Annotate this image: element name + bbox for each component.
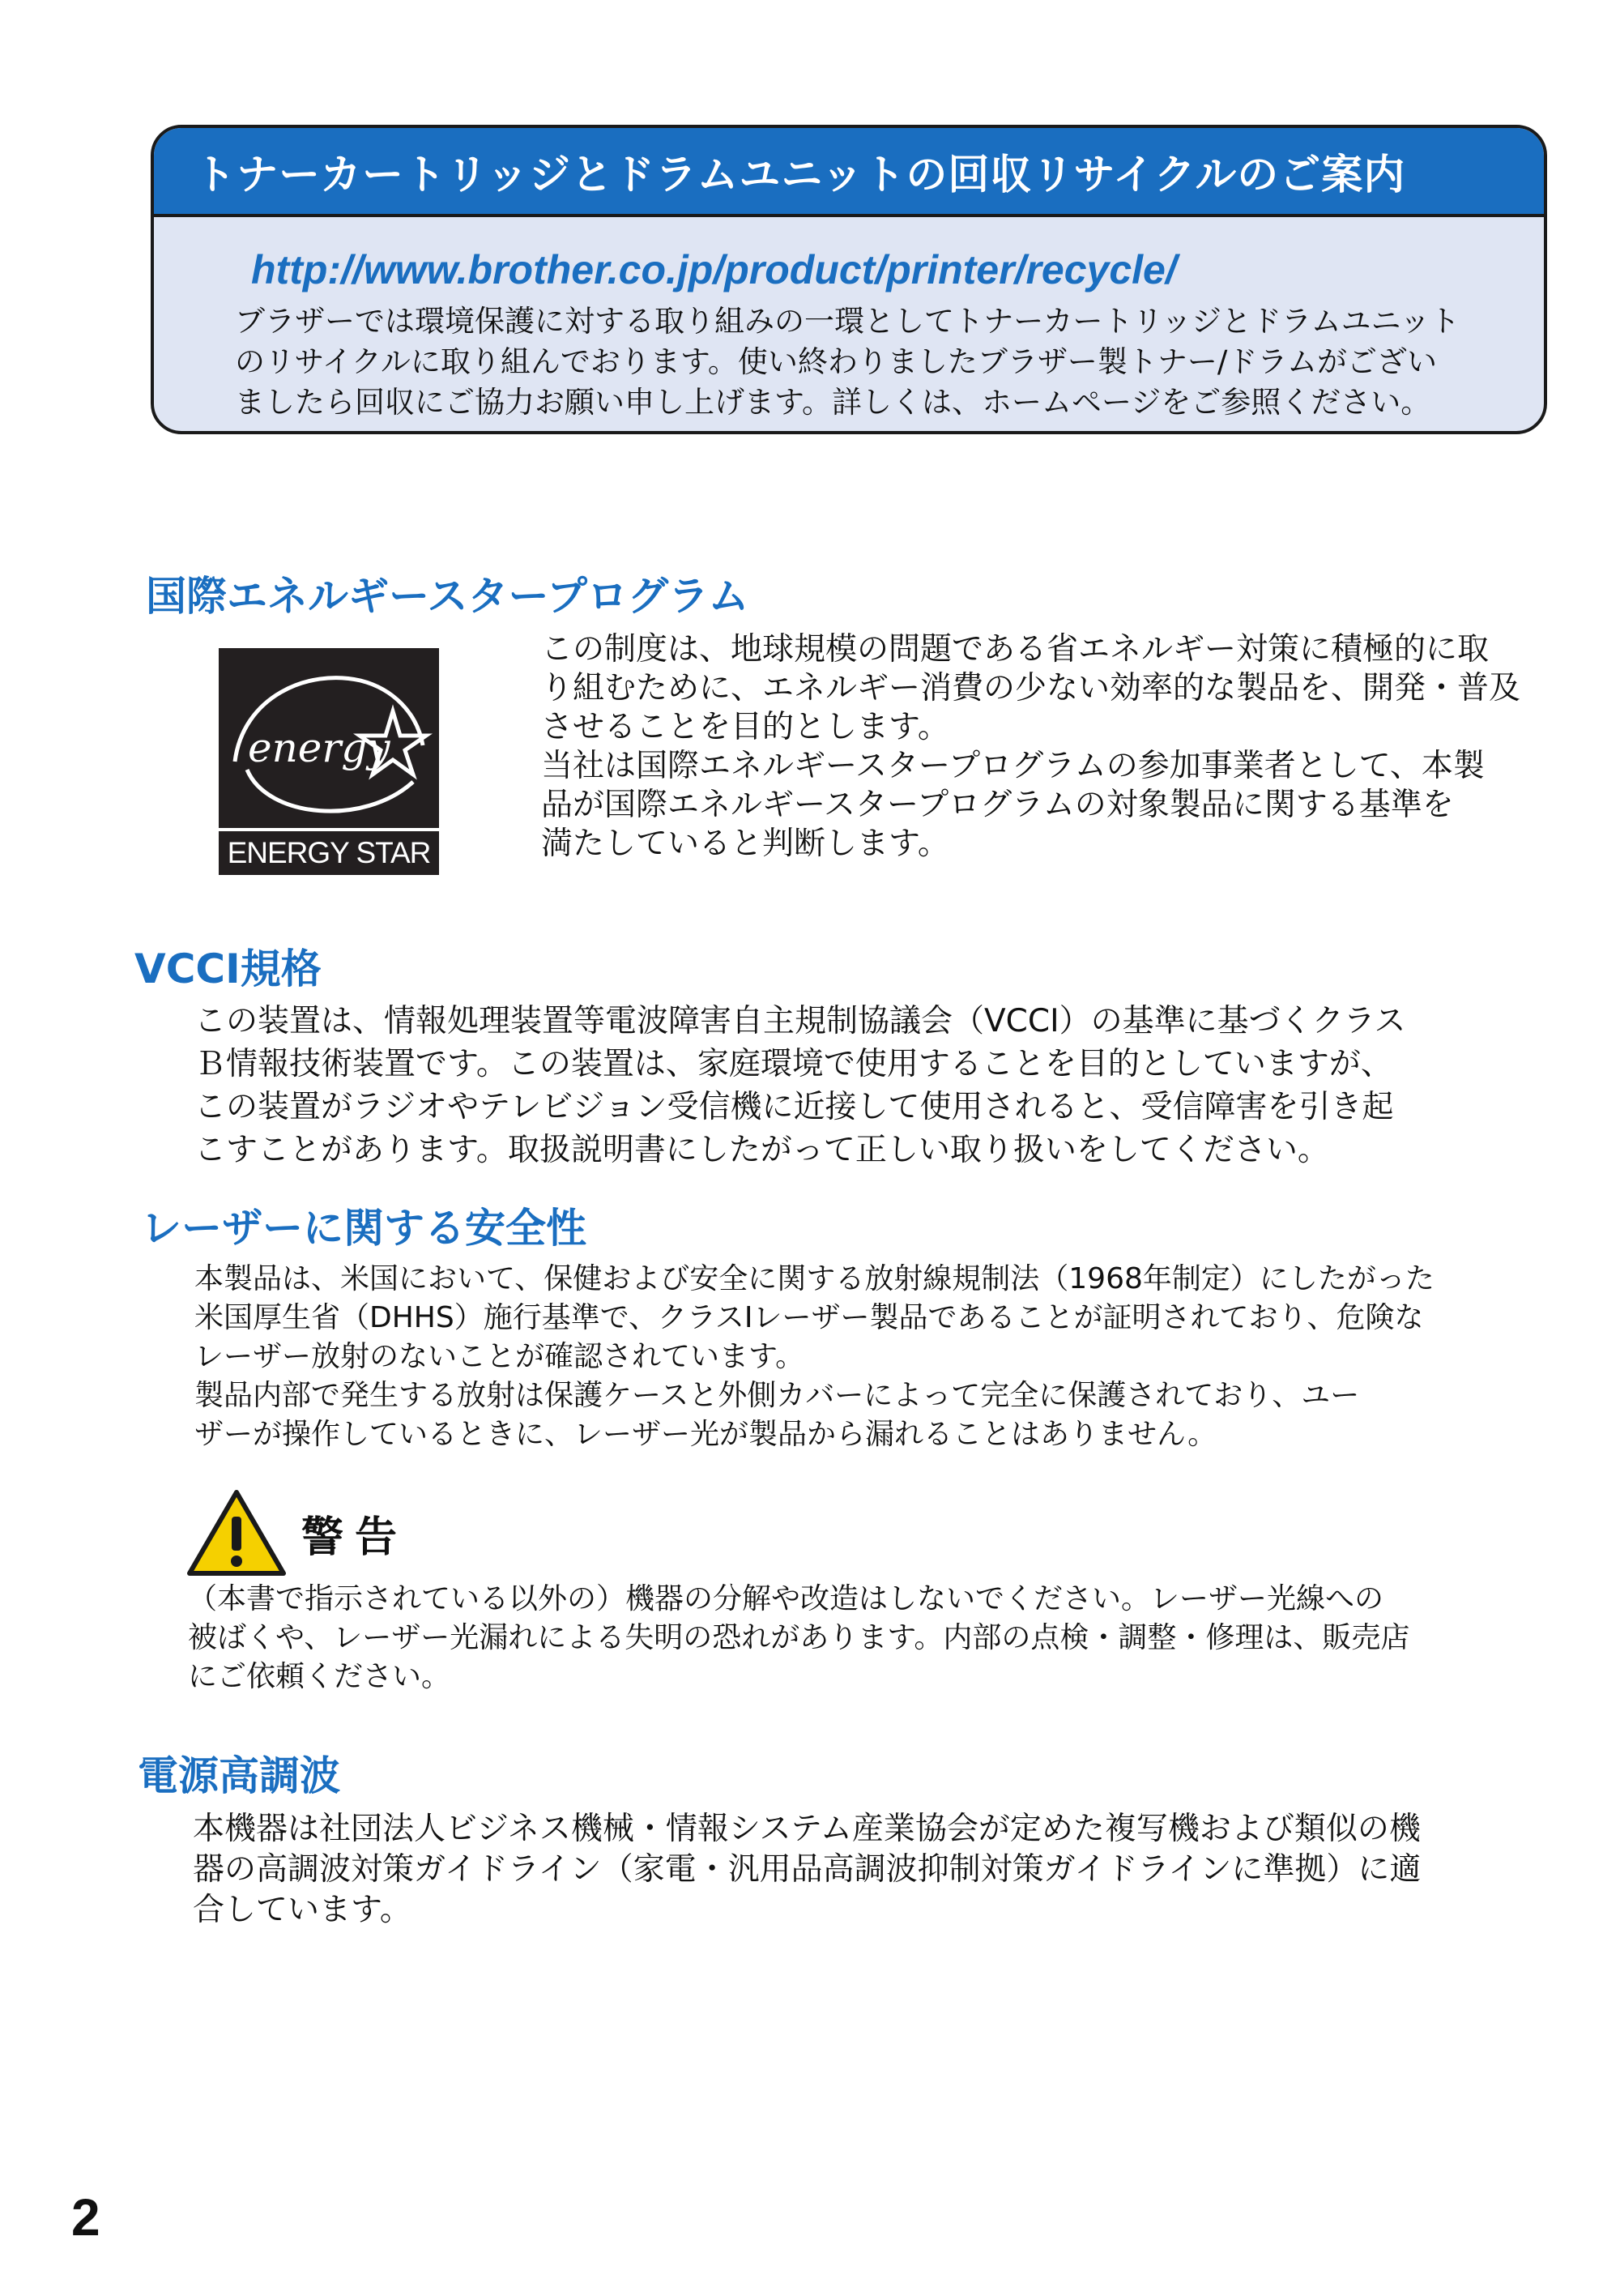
vcci-line: こすことがあります。取扱説明書にしたがって正しい取り扱いをしてください。 [194, 1132, 1329, 1168]
laser-line: レーザー放射のないことが確認されています。 [194, 1340, 805, 1373]
laser-line: ザーが操作しているときに、レーザー光が製品から漏れることはありません。 [194, 1418, 1217, 1451]
laser-line: 米国厚生省（DHHS）施行基準で、クラスⅠレーザー製品であることが証明されており、危険な [194, 1301, 1424, 1334]
recycle-notice-box [151, 125, 1547, 434]
harmonics-line: 合しています。 [193, 1892, 411, 1928]
vcci-line: Ｂ情報技術装置です。この装置は、家庭環境で使用することを目的としていますが、 [194, 1046, 1392, 1082]
recycle-text-line: ブラザーでは環境保護に対する取り組みの一環としてトナーカートリッジとドラムユニット [235, 304, 1460, 339]
recycle-text-line: ましたら回収にご協力お願い申し上げます。詳しくは、ホームページをご参照ください。 [235, 385, 1431, 420]
laser-line: 製品内部で発生する放射は保護ケースと外側カバーによって完全に保護されており、ユー [194, 1379, 1360, 1412]
energy-star-heading: 国際エネルギースタープログラム [146, 573, 749, 620]
energy-line: 満たしていると判断します。 [541, 826, 949, 862]
recycle-notice-text [235, 301, 1531, 423]
warning-label: 警告 [301, 1513, 409, 1562]
warning-line: （本書で指示されている以外の）機器の分解や改造はしないでください。レーザー光線への [188, 1582, 1384, 1615]
energy-star-label: ENERGY STAR [219, 828, 439, 875]
laser-safety-body [194, 1260, 1435, 1454]
warning-line: 被ばくや、レーザー光漏れによる失明の恐れがあります。内部の点検・調整・修理は、販売店 [188, 1621, 1410, 1654]
energy-script-text: energy [248, 724, 390, 771]
vcci-line: この装置がラジオやテレビジョン受信機に近接して使用されると、受信障害を引き起 [194, 1089, 1394, 1125]
harmonics-line: 器の高調波対策ガイドライン（家電・汎用品高調波抑制対策ガイドラインに準拠）に適 [193, 1851, 1422, 1888]
recycle-text-line: のリサイクルに取り組んでおります。使い終わりましたブラザー製トナー/ドラムがござい [235, 344, 1437, 379]
page-number: 2 [71, 2188, 100, 2247]
energy-line: 品が国際エネルギースタープログラムの対象製品に関する基準を [541, 787, 1454, 823]
energy-star-body [541, 630, 1520, 864]
vcci-heading: VCCI規格 [134, 945, 322, 992]
energy-line: この制度は、地球規模の問題である省エネルギー対策に積極的に取 [541, 631, 1490, 668]
warning-line: にご依頼ください。 [188, 1660, 451, 1693]
harmonics-heading: 電源高調波 [138, 1752, 340, 1799]
warning-triangle-icon [185, 1487, 288, 1578]
recycle-url-link[interactable]: http://www.brother.co.jp/product/printer/recycle/ [251, 247, 1177, 292]
laser-safety-heading: レーザーに関する安全性 [141, 1205, 586, 1252]
energy-line: り組むために、エネルギー消費の少ない効率的な製品を、開発・普及 [541, 670, 1521, 706]
harmonics-line: 本機器は社団法人ビジネス機械・情報システム産業協会が定めた複写機および類似の機 [193, 1811, 1421, 1847]
vcci-body [194, 1000, 1405, 1171]
warning-body [188, 1580, 1409, 1696]
vcci-line: この装置は、情報処理装置等電波障害自主規制協議会（VCCI）の基準に基づくクラス [194, 1003, 1406, 1039]
energy-star-arc-icon [219, 648, 439, 828]
energy-star-logo [219, 648, 439, 875]
recycle-notice-title: トナーカートリッジとドラムユニットの回収リサイクルのご案内 [154, 128, 1544, 217]
energy-line: 当社は国際エネルギースタープログラムの参加事業者として、本製 [541, 748, 1485, 784]
laser-line: 本製品は、米国において、保健および安全に関する放射線規制法（1968年制定）にしたがった [194, 1262, 1435, 1295]
harmonics-body [193, 1809, 1421, 1931]
energy-line: させることを目的とします。 [541, 709, 949, 745]
